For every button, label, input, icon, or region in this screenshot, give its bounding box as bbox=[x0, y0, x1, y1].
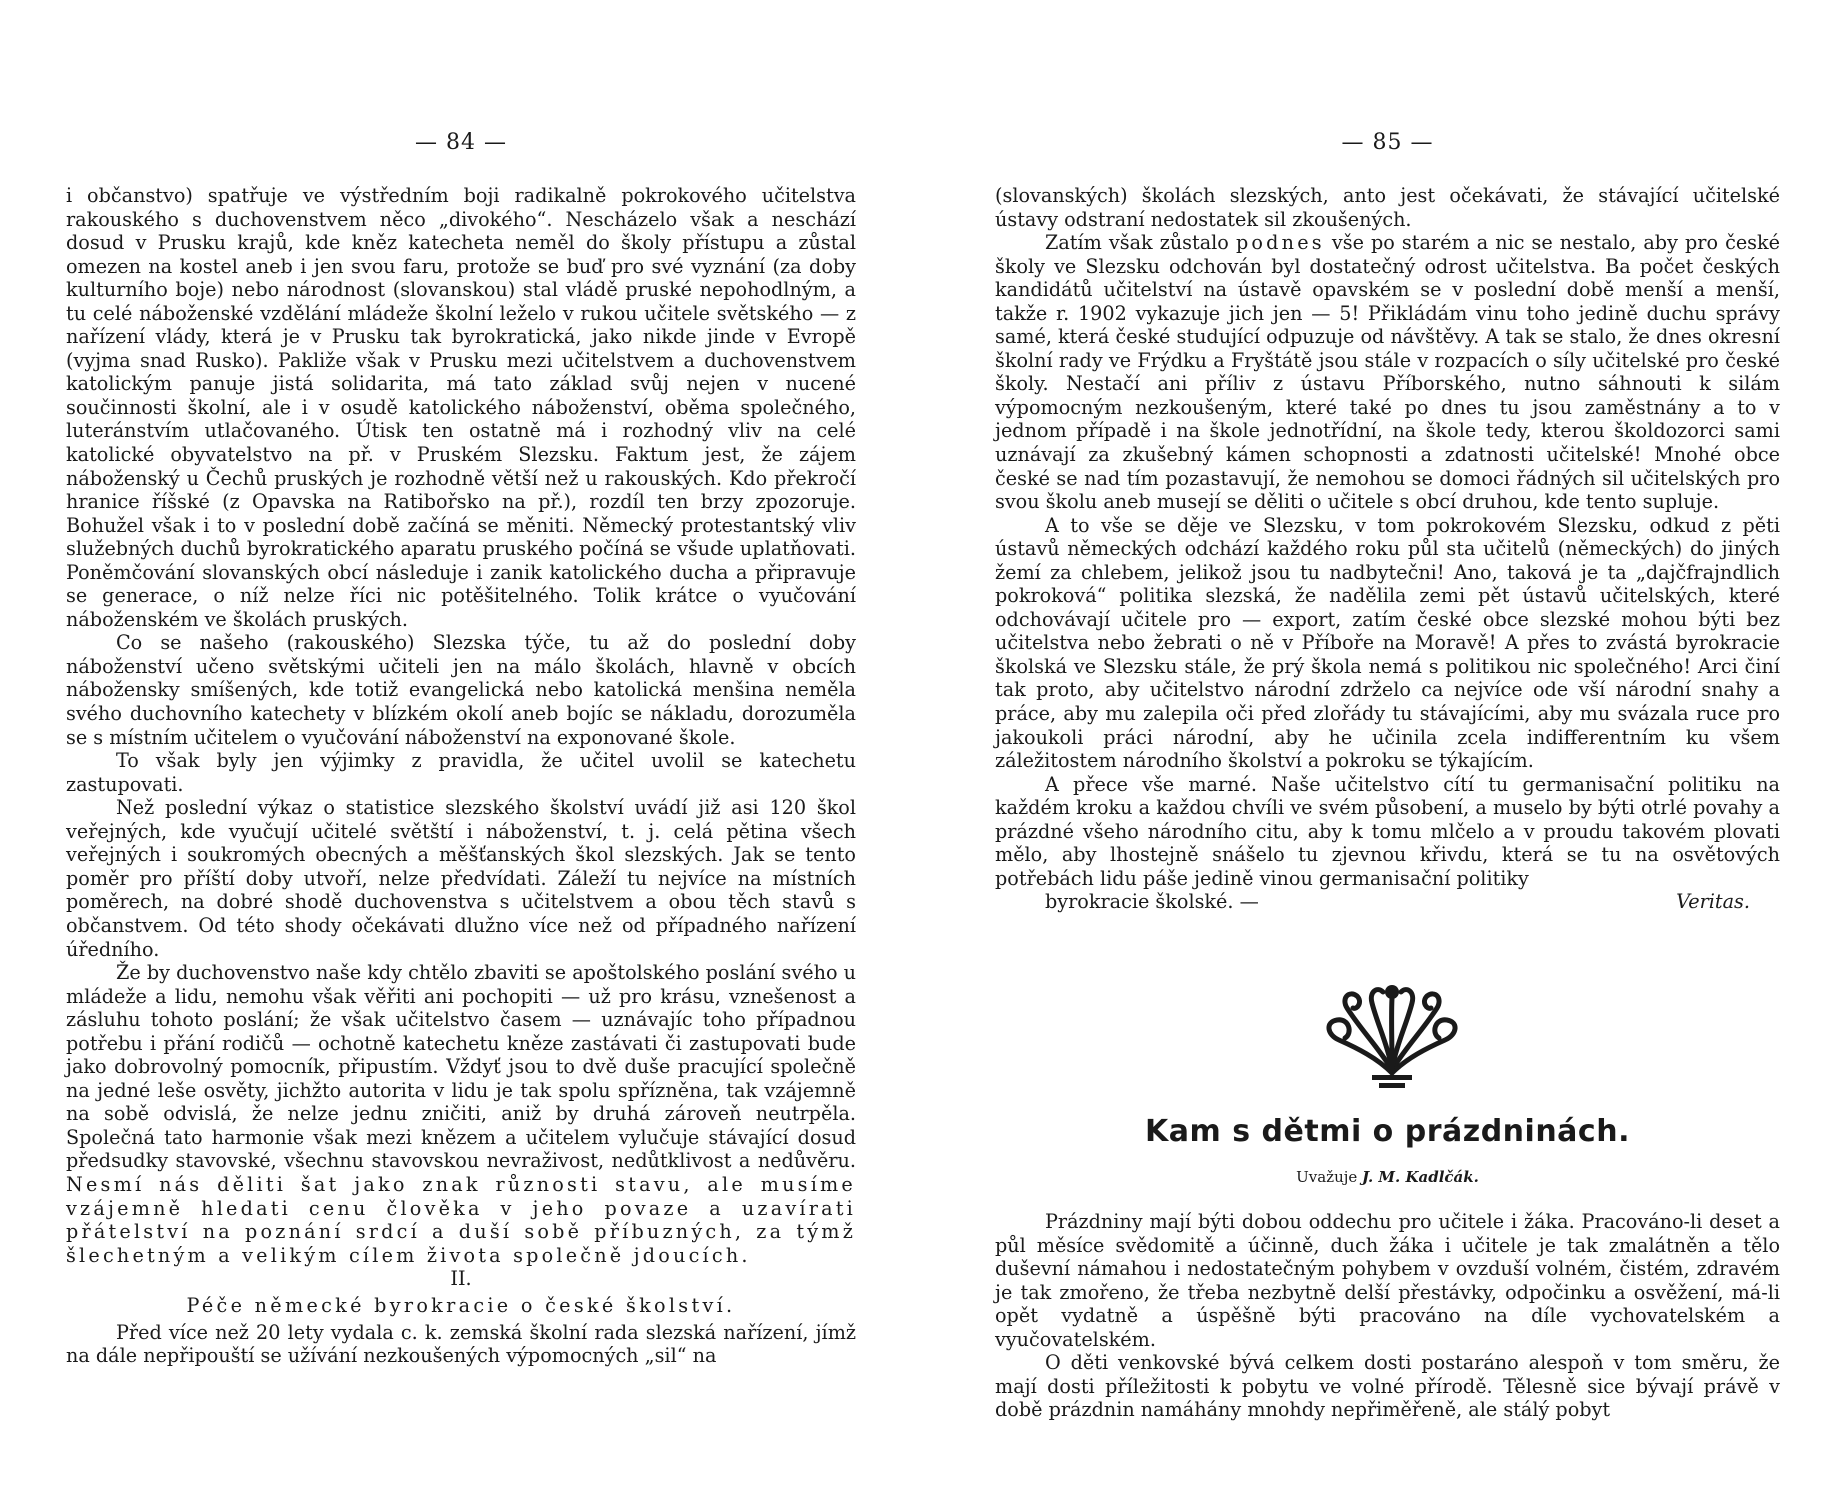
section-number: II. bbox=[450, 1267, 472, 1291]
paragraph-text: Zatím však zůstalo bbox=[1045, 231, 1236, 255]
paragraph: O děti venkovské bývá celkem dosti postaráno alespoň v tom směru, že mají dosti příležitosti k pobytu ve volné přírodě. Tělesně sice bývají právě v době prázdnin namáhány mnohdy nepřiměřeně, ale stálý pobyt bbox=[995, 1351, 1780, 1422]
left-page bbox=[66, 0, 856, 1500]
paragraph: Než poslední výkaz o statistice slezského školství uvádí již asi 120 škol veřejných, kde vyučují učitelé světští i náboženství, t. j. celá pětina všech veřejných i soukromých obecných a měšťanských škol slezských. Jak se tento poměr pro příští doby utvoří, nelze předvídati. Záleží tu nejvíce na místních poměrech, na dobré shodě duchovenstva s učitelstvem a obou těch stavů s občanstvem. Od této shody očekávati dlužno více než od případného nařízení úředního. bbox=[66, 796, 856, 961]
paragraph: Před více než 20 lety vydala c. k. zemská školní rada slezská nařízení, jímž na dále nepřipouští se užívání nezkoušených výpomocných „sil“ na bbox=[66, 1320, 856, 1368]
paragraph bbox=[995, 231, 1780, 514]
paragraph: i občanstvo) spatřuje ve výstředním boji radikalně pokrokového učitelstva rakouského s duchovenstvem něco „divokého“. Nescházelo však a neschází dosud v Prusku krajů, kde kněz katecheta neměl do školy přístupu a zůstal omezen na kostel aneb i jen svou faru, protože se buď pro své vyznání (za doby kulturního boje) nebo národnost (slovanskou) stal vládě pruské nepohodlným, a tu celé náboženské vzdělání mládeže školní leželo v rukou učitele světského — z nařízení vlády, která je v Prusku tak byrokratická, jako nikde jinde v Evropě (vyjma snad Rusko). Pakliže však v Prusku mezi učitelstvem a duchovenstvem katolickým panuje jistá solidarita, má tato základ svůj nejen v nucené součinnosti školní, ale i v osudě katolického náboženství, oběma společného, luteránstvím utlačovaného. Útisk ten ostatně má i rozhodný vliv na celé katolické obyvatelstvo na př. v Pruském Slezsku. Faktum jest, že zájem náboženský u Čechů pruských je rozhodně větší než u rakouských. Kdo překročí hranice říšské (z Opavska na Ratibořsko na př.), rozdíl ten brzy zpozoruje. Bohužel však i to v poslední době začíná se měniti. Německý protestantský vliv služebných duchů byrokratického aparatu pruského počíná se všude uplatňovati. Poněmčování slovanských obcí následuje i zanik katolického ducha a připravuje se generace, o níž nelze říci nic potěšitelného. Tolik krátce o vyučování náboženském ve školách pruských. bbox=[66, 184, 856, 631]
paragraph: (slovanských) školách slezských, anto jest očekávati, že stávající učitelské ústavy odstraní nedostatek sil zkoušených. bbox=[995, 184, 1780, 231]
byline-prefix: Uvažuje bbox=[1296, 1168, 1358, 1186]
spaced-emphasis-text: podnes bbox=[1235, 231, 1325, 255]
paragraph bbox=[995, 773, 1780, 914]
paragraph-text: A přece vše marné. Naše učitelstvo cítí tu germanisační politiku na každém kroku a každou chvíli ve svém působení, a muselo by býti otrlé povahy a prázdné všeho národního citu, aby k tomu mlčelo a v proudu takovém plovati mělo, aby lhostejně snášelo tu zjevnou křivdu, která se tu na osvětových potřebách lidu páše jedině vinou germanisační politiky bbox=[995, 772, 1780, 890]
paragraph: Co se našeho (rakouského) Slezska týče, tu až do poslední doby náboženství učeno světskými učiteli jen na málo školách, hlavně v obcích nábožensky smíšených, kde totiž evangelická nebo katolická menšina neměla svého duchovního katechety v blízkém okolí aneb bojíc se nákladu, dorozuměla se s místním učitelem o vyučování náboženství na exponované škole. bbox=[66, 631, 856, 749]
paragraph bbox=[66, 961, 856, 1267]
article-text bbox=[995, 1210, 1780, 1422]
signature: Veritas. bbox=[1676, 890, 1750, 914]
floral-ornament bbox=[1317, 978, 1467, 1093]
signature-line bbox=[995, 890, 1780, 914]
byline bbox=[995, 1168, 1780, 1186]
article-title: Kam s dětmi o prázdninách. bbox=[1145, 1114, 1630, 1149]
page-number-left: — 84 — bbox=[415, 130, 507, 155]
paragraph: To však byly jen výjimky z pravidla, že učitel uvolil se katechetu zastupovati. bbox=[66, 749, 856, 796]
right-page bbox=[995, 0, 1780, 1500]
right-page-text bbox=[995, 184, 1780, 914]
paragraph-text: vše po starém a nic se nestalo, aby pro české školy ve Slezsku odchován byl dostatečný odrost učitelstva. Ba počet českých kandidátů učitelství na ústavě opavském se v poslední době menší a menší, takže r. 1902 vykazuje jich jen — 5! Přikládám vinu toho jedině duchu správy samé, která české studující odpuzuje od návštěvy. A tak se stalo, že dnes okresní školní rady ve Frýdku a Fryštátě jsou stále v rozpacích o síly učitelské pro české školy. Nestačí ani příliv z ústavu Příborského, nutno sáhnouti k silám výpomocným nezkoušeným, které také po dnes tu jsou zaměstnány a to v jednom případě i na škole jednotřídní, na škole tedy, kterou školdozorci sami uznávají za zkušebný kámen schopnosti a zdatnosti učitelské! Mnohé obce české se nad tím pozastavují, že nemohou se domoci řádných sil učitelských pro svou školu aneb musejí se děliti o učitele s obcí druhou, kde tento supluje. bbox=[995, 231, 1781, 514]
spaced-emphasis-text: Nesmí nás děliti šat jako znak různosti stavu, ale musíme vzájemně hledati cenu člověka v jeho povaze a uzavírati přátelství na poznání srdcí a duší sobě příbuzných, za týmž šlechetným a velikým cílem života společně jdoucích. bbox=[66, 1172, 856, 1267]
paragraph-text: Že by duchovenstvo naše kdy chtělo zbaviti se apoštolského poslání svého u mládeže a lidu, nemohu však věřiti ani pochopiti — už pro krásu, vznešenost a zásluhu tohoto poslání; že však učitelstvo časem — uznávajíc toho případnou potřebu i přání rodičů — ochotně katechetu kněze zastávati či zastupovati bude jako dobrovolný pomocník, připustím. Vždyť jsou to dvě duše pracující společně na jedné leše osvěty, jichžto autorita v lidu je tak spolu spřízněna, tak vzájemně na sobě odvislá, že nelze jednu zničiti, aniž by druhá zároveň neutrpěla. Společná tato harmonie však mezi knězem a učitelem vylučuje stávající dosud předsudky stavovské, všechnu stavovskou nevraživost, nedůtklivost a nedůvěru. bbox=[66, 961, 856, 1173]
author-name: J. M. Kadlčák. bbox=[1362, 1168, 1479, 1186]
paragraph-text: byrokracie školské. — bbox=[1045, 890, 1259, 914]
left-page-text bbox=[66, 184, 856, 1368]
paragraph: Prázdniny mají býti dobou oddechu pro učitele i žáka. Pracováno-li deset a půl měsíce svědomitě a účinně, duch žáka i učitele je tak zmalátněn a tělo duševní námahou i nedostatečným pohybem v ovzduší volném, čistém, zdravém je tak zmořeno, že třeba nezbytně delší přestávky, odpočinku a osvěžení, má-li opět vydatně a úspěšně býti pracováno na díle vychovatelském a vyučovatelském. bbox=[995, 1210, 1780, 1351]
page-number-right: — 85 — bbox=[1341, 130, 1434, 155]
paragraph: A to vše se děje ve Slezsku, v tom pokrokovém Slezsku, odkud z pěti ústavů německých odchází každého roku půl sta učitelů (německých) do jiných žemí za chlebem, jelikož jsou tu nadbytečni! Ano, taková je ta „dajčfrajndlich pokroková“ politika slezská, že nadělila zemi pět ústavů učitelských, které odchovávají učitele pro — export, zatím české obce slezské mohou býti bez učitelstva nebo žebrati o ně v Příboře na Moravě! A přes to zvástá byrokracie školská ve Slezsku stále, že prý škola nemá s politikou nic společného! Arci činí tak proto, aby učitelstvo národní zdrželo ca nejvíce ode vší národní snahy a práce, aby mu zalepila oči před zlořády tu stávajícími, aby mu svázala ruce pro jakoukoli práci národní, aby he učinila zcela indifferentním ku všem záležitostem národního školství a pokroku se týkajícím. bbox=[995, 513, 1780, 773]
section-heading: Péče německé byrokracie o české školství. bbox=[186, 1293, 736, 1317]
